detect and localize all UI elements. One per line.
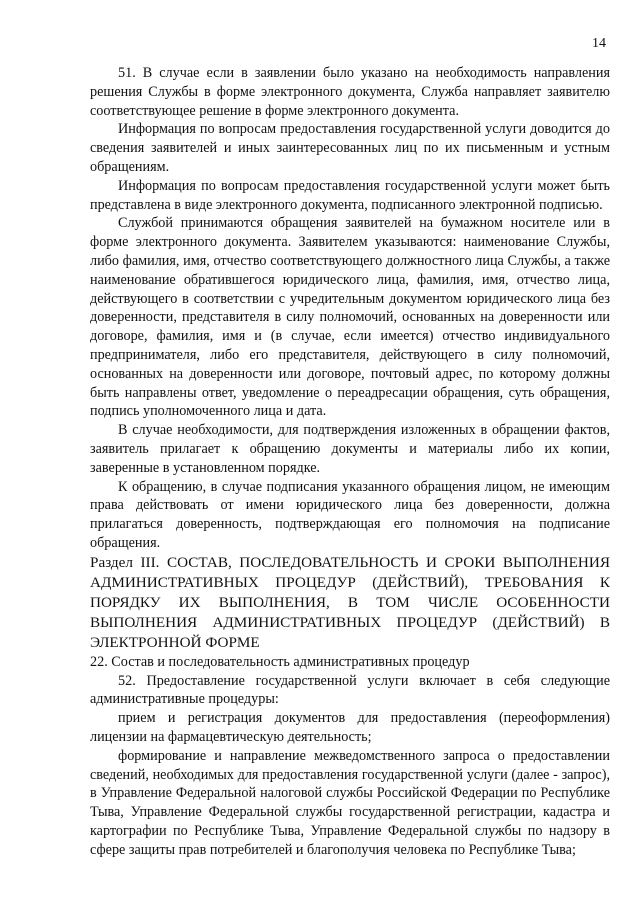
sub-heading: 22. Состав и последовательность административных процедур [90,653,470,670]
paragraph-procedure-interagency-request: формирование и направление межведомственного запроса о предоставлении сведений, необходимых для предоставления государственной услуги (далее - запрос), в Управление Федеральной налоговой службы Российской Федерации по Республике Тыва, Управление Федеральной службы государственной регистрации, кадастра и картографии по Республике Тыва, Управление Федеральной службы по надзору в сфере защиты прав потребителей и благополучия человека по Республике Тыва; [90,747,610,858]
paragraph-applications: Службой принимаются обращения заявителей на бумажном носителе или в форме электронного документа. Заявителем указываются: наименование Службы, либо фамилия, имя, отчество соответствующего должностного лица Службы, а также наименование обратившегося юридического лица, фамилия, имя, отчество лица, действующего в соответствии с учредительным документом юридического лица без доверенности, представителя в силу полномочий, основанных на доверенности или договоре, фамилия, имя и (в случае, если имеется) отчество индивидуального предпринимателя, либо его представителя, действующего в силу полномочий, основанных на доверенности или договоре, почтовый адрес, по которому должны быть направлены ответ, уведомление о переадресации обращения, суть обращения, подпись уполномоченного лица и дата. [90,215,610,420]
paragraph-procedure-reception: прием и регистрация документов для предоставления (переоформления) лицензии на фармацевтическую деятельность; [90,710,610,745]
paragraph-power-of-attorney: К обращению, в случае подписания указанного обращения лицом, не имеющим права действовать от имени юридического лица без доверенности, должна прилагаться доверенность, подтверждающая его полномочия на подписание обращения. [90,478,610,551]
paragraph-52: 52. Предоставление государственной услуги включает в себя следующие административные процедуры: [90,672,610,708]
paragraph-info-electronic: Информация по вопросам предоставления государственной услуги может быть представлена в виде электронного документа, подписанного электронной подписью. [90,177,610,213]
document-body [90,64,610,859]
paragraph-info-delivery: Информация по вопросам предоставления государственной услуги доводится до сведения заявителей и иных заинтересованных лиц по их письменным и устным обращениям. [90,121,610,175]
paragraph-supporting-docs: В случае необходимости, для подтверждения изложенных в обращении фактов, заявитель прилагает к обращению документы и материалы либо их копии, заверенные в установленном порядке. [90,422,610,476]
paragraph-51: 51. В случае если в заявлении было указано на необходимость направления решения Службы в форме электронного документа, Служба направляет заявителю соответствующее решение в форме электронного документа. [90,65,610,119]
page-number: 14 [592,36,606,51]
section-heading: Раздел III. СОСТАВ, ПОСЛЕДОВАТЕЛЬНОСТЬ И СРОКИ ВЫПОЛНЕНИЯ АДМИНИСТРАТИВНЫХ ПРОЦЕДУР (ДЕЙСТВИЙ), ТРЕБОВАНИЯ К ПОРЯДКУ ИХ ВЫПОЛНЕНИЯ, В ТОМ ЧИСЛЕ ОСОБЕННОСТИ ВЫПОЛНЕНИЯ АДМИНИСТРАТИВНЫХ ПРОЦЕДУР (ДЕЙСТВИЙ) В ЭЛЕКТРОННОЙ ФОРМЕ [90,553,610,651]
